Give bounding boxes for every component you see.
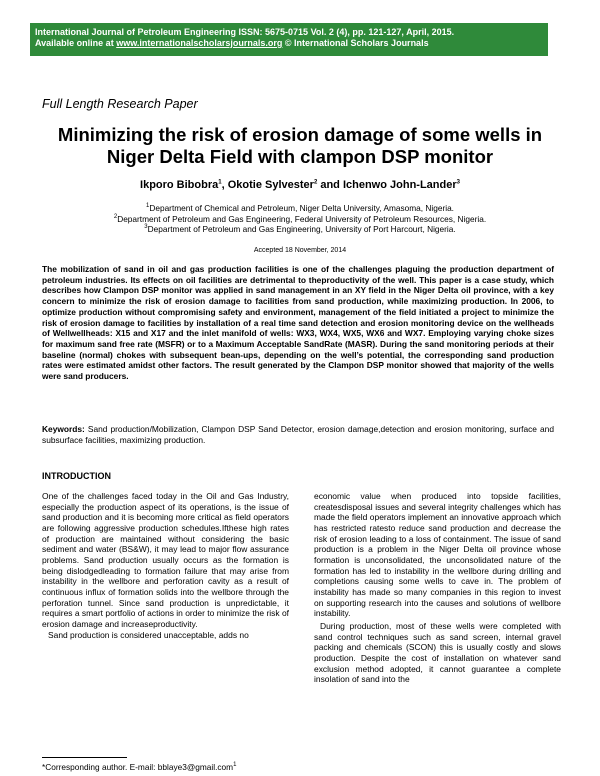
journal-header-banner [30, 23, 548, 56]
accepted-date: Accepted 18 November, 2014 [253, 247, 347, 254]
affiliation-marker: 1 [146, 203, 150, 210]
footnote-rule [42, 757, 127, 758]
keywords [42, 424, 554, 445]
author-name: Ikporo Bibobra [140, 179, 219, 191]
author-name: Okotie Sylvester [227, 179, 314, 191]
paragraph: Sand production is considered unacceptable, adds no [48, 629, 249, 640]
author-separator: and [317, 179, 343, 191]
affiliation-marker: 3 [144, 224, 148, 231]
affiliation [40, 203, 560, 214]
paper-type: Full Length Research Paper [42, 97, 198, 111]
journal-citation-line: International Journal of Petroleum Engineering ISSN: 5675-0715 Vol. 2 (4), pp. 121-127, April, 2015. [35, 27, 455, 37]
paper-title: Minimizing the risk of erosion damage of some wells in Niger Delta Field with clampon DSP monitor [57, 124, 543, 167]
affiliation-text: Department of Chemical and Petroleum, Niger Delta University, Amasoma, Nigeria. [149, 203, 454, 213]
author-separator: , [221, 179, 228, 191]
body-column-right [314, 491, 561, 685]
author-name: Ichenwo John-Lander [342, 179, 457, 191]
body-column-left [42, 491, 289, 640]
corresponding-author-footnote [42, 762, 236, 772]
affiliation [40, 224, 560, 235]
availability-prefix: Available online at [35, 38, 117, 48]
author-affiliation-marker: 3 [456, 179, 460, 186]
author-affiliation-marker: 1 [218, 179, 222, 186]
keywords-text: Sand production/Mobilization, Clampon DSP Sand Detector, erosion damage,detection and erosion monitoring, surface and subsurface facilities, maximizing production. [42, 424, 554, 445]
affiliation-marker: 2 [113, 213, 118, 220]
keywords-label: Keywords: [42, 424, 85, 434]
journal-availability-line [35, 38, 548, 49]
author-list [40, 179, 560, 191]
section-heading-introduction: INTRODUCTION [42, 471, 111, 481]
affiliation-list [40, 203, 560, 235]
footnote-marker: 1 [233, 762, 237, 769]
abstract: The mobilization of sand in oil and gas production facilities is one of the challenges plaguing the production department of petroleum industries. Its effects on oil facilities are detrimental to theproductivity of the well. This paper is a case study, which describes how Clampon DSP monitor was applied in sand management in an XY field in the Niger Delta oil province, with a key concern to minimize the risk of erosion damage to facilities from sand production, while maximizing production. In 2006, to optimize production without compromising safety and environment, management of the field initiated a project to minimize the risk of erosion damage to facilities by installation of a real time sand detection and erosion monitoring device on the wellheads of Wellwellheads: X15 and X17 and the inlet manifold of wells: WX3, WX4, WX5, WX6 and WX7. Employing varying choke sizes for maximum sand free rate (MSFR) or to a Maximum Acceptable SandRate (MASR). During the sand monitoring periods at their baseline (normal) chokes with subsequent bean-ups, depending on the well’s potential, the corresponding sand production rates were estimated amidst other factors. The result generated by the Clampon DSP monitor showed that majority of the wells were sand producers. [42, 264, 554, 382]
footnote-text: *Corresponding author. E-mail: bblaye3@gmail.com [42, 762, 234, 772]
author-affiliation-marker: 2 [313, 179, 318, 186]
affiliation [40, 214, 560, 225]
copyright-text: © International Scholars Journals [282, 38, 429, 48]
paragraph: economic value when produced into topside facilities, createsdisposal issues and several integrity challenges which has made the field operators implement an innovative approach which has restricted ratesto reduce sand production and decrease the risk of erosion leading to a loss of containment. The issue of sand production is a problem in the Niger Delta oil province whose formation is unconsolidated, the unconsolidated nature of the formation has led to instability in the wellbore during drilling and completions causing some wells to cave in. The problem of instability has made so many companies in this region to invest on supporting research into the causes and solutions of wellbore instability. [314, 491, 561, 619]
journal-website-link[interactable]: www.internationalscholarsjournals.org [116, 38, 283, 48]
paragraph: During production, most of these wells were completed with sand control techniques such as sand screen, internal gravel packing and chemicals (SCON) this is usually costly and slows production. Despite the cost of installation on whatever sand exclusion method adopted, it cannot guarantee a complete insolation of sand into the [314, 620, 561, 685]
paragraph: One of the challenges faced today in the Oil and Gas Industry, especially the production aspect of its operations, is the issue of sand production and it is becoming more critical as field operators are following aggressive production schedules.Ifthese high rates of production are maintained without considering the basic sediment and water (BS&W), it may lead to major flow assurance problems. Sand production usually occurs as the formation is being dislodgedleading to formation failure that may arise from instability in the wellbore and perforation cavity as a result of continuous influx of formation solids into the wellbore through the perforation tunnel. Since sand production is unpredictable, it requires a smart portfolio of actions in order to minimize the risk of erosion damage and increaseproductivity. [42, 491, 289, 629]
affiliation-text: Department of Petroleum and Gas Engineering, Federal University of Petroleum Resources, Nigeria. [117, 213, 487, 224]
affiliation-text: Department of Petroleum and Gas Engineering, University of Port Harcourt, Nigeria. [147, 224, 456, 234]
